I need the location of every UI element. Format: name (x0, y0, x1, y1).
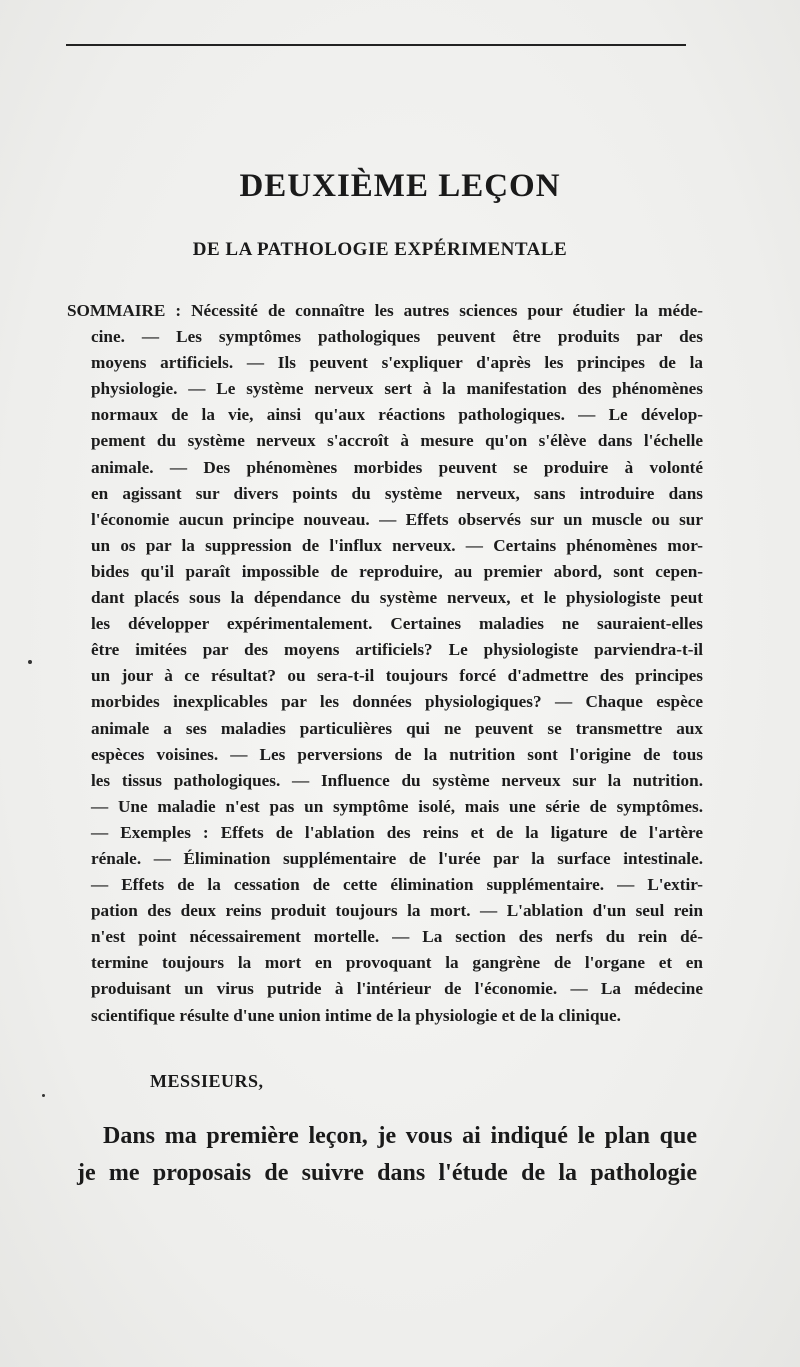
summary-line: morbides inexplicables par les données physiologiques? — Chaque espèce (91, 692, 703, 712)
summary-block (67, 298, 703, 1029)
summary-line: l'économie aucun principe nouveau. — Effets observés sur un muscle ou sur (91, 509, 703, 529)
summary-line: physiologie. — Le système nerveux sert à la manifestation des phénomènes (91, 379, 703, 399)
body-line: je me proposais de suivre dans l'étude de la pathologie (77, 1160, 697, 1186)
summary-line: dant placés sous la dépendance du système nerveux, et le physiologiste peut (91, 588, 703, 608)
chapter-title: DEUXIÈME LEÇON (239, 168, 561, 204)
summary-line: termine toujours la mort en provoquant la gangrène de l'organe et en (91, 953, 703, 973)
summary-line: être imitées par des moyens artificiels? Le physiologiste parviendra-t-il (91, 640, 703, 660)
summary-line: moyens artificiels. — Ils peuvent s'expliquer d'après les principes de la (91, 353, 703, 373)
summary-line: espèces voisines. — Les perversions de la nutrition sont l'origine de tous (91, 744, 703, 764)
summary-line: — Une maladie n'est pas un symptôme isolé, mais une série de symptômes. (91, 796, 703, 816)
salutation: MESSIEURS, (150, 1071, 264, 1091)
summary-line: les tissus pathologiques. — Influence du système nerveux sur la nutrition. (91, 770, 703, 790)
body-line: Dans ma première leçon, je vous ai indiqué le plan que (103, 1123, 697, 1149)
summary-line: animale. — Des phénomènes morbides peuvent se produire à volonté (91, 457, 703, 477)
ink-speck (42, 1094, 45, 1097)
summary-line: animale a ses maladies particulières qui ne peuvent se transmettre aux (91, 718, 703, 738)
summary-line: pement du système nerveux s'accroît à mesure qu'on s'élève dans l'échelle (91, 431, 703, 451)
summary-line: normaux de la vie, ainsi qu'aux réactions pathologiques. — Le dévelop- (91, 405, 703, 425)
header-rule (66, 44, 686, 46)
summary-line: — Exemples : Effets de l'ablation des reins et de la ligature de l'artère (91, 822, 703, 842)
summary-line: en agissant sur divers points du système nerveux, sans introduire dans (91, 483, 703, 503)
body-paragraph (77, 1118, 697, 1192)
summary-line: cine. — Les symptômes pathologiques peuvent être produits par des (91, 327, 703, 347)
summary-line: un jour à ce résultat? ou sera-t-il toujours forcé d'admettre des principes (91, 666, 703, 686)
summary-line: les développer expérimentalement. Certaines maladies ne sauraient-elles (91, 614, 703, 634)
summary-line: scientifique résulte d'une union intime de la physiologie et de la clinique. (91, 1005, 621, 1025)
ink-speck (28, 660, 32, 664)
summary-line: produisant un virus putride à l'intérieur de l'économie. — La médecine (91, 979, 703, 999)
chapter-subtitle: DE LA PATHOLOGIE EXPÉRIMENTALE (192, 239, 568, 260)
summary-line: pation des deux reins produit toujours la mort. — L'ablation d'un seul rein (91, 901, 703, 921)
summary-line: bides qu'il paraît impossible de reproduire, au premier abord, sont cepen- (91, 561, 703, 581)
summary-line: rénale. — Élimination supplémentaire de l'urée par la surface intestinale. (91, 848, 703, 868)
summary-line: — Effets de la cessation de cette élimination supplémentaire. — L'extir- (91, 875, 703, 895)
summary-line: SOMMAIRE : Nécessité de connaître les autres sciences pour étudier la méde- (67, 301, 703, 320)
summary-line: un os par la suppression de l'influx nerveux. — Certains phénomènes mor- (91, 535, 703, 555)
summary-line: n'est point nécessairement mortelle. — La section des nerfs du rein dé- (91, 927, 703, 947)
